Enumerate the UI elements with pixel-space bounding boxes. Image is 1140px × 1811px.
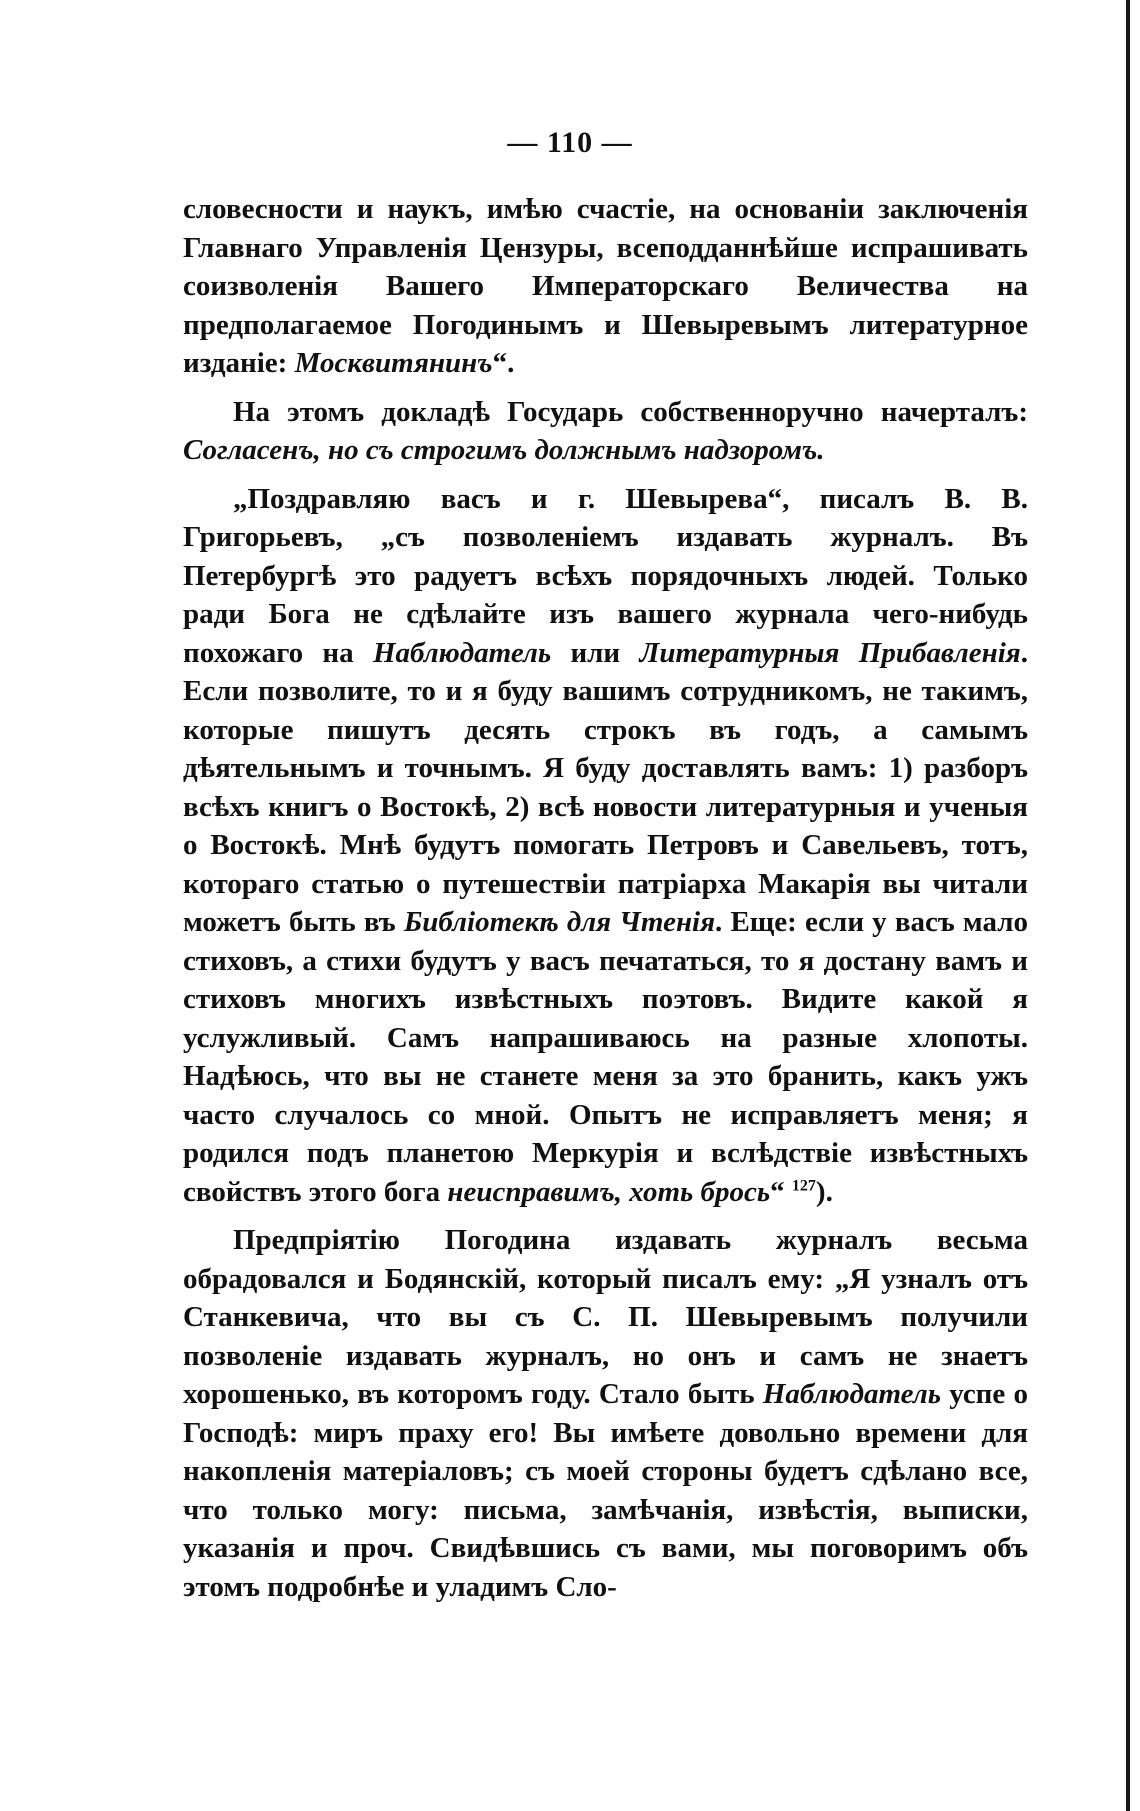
page-number: — 110 — — [507, 126, 633, 159]
italic-title-lit-pribavleniya: Литературныя Прибавленія — [639, 636, 1021, 669]
paragraph-4: Предпріятію Погодина издавать журналъ весьма обрадовался и Бодянскій, который писалъ ему: „Я узналъ отъ Станкевича, что вы съ С. П. Шевыревымъ получили позволеніе издавать журналъ, но онъ и самъ не знаетъ хорошенько, въ которомъ году. Стало быть Наблюдатель успе о Господѣ: миръ праху его! Вы имѣете довольно времени для накопленія матеріаловъ; съ моей стороны будетъ сдѣлано все, что только могу: письма, замѣчанія, извѣстія, выписки, указанія и проч. Свидѣвшись съ вами, мы поговоримъ объ этомъ подробнѣе и уладимъ Сло- — [183, 1224, 1028, 1603]
italic-title-nablyudatel-2: Наблюдатель — [762, 1378, 941, 1410]
italic-resolution: Согласенъ, но съ строгимъ должнымъ надзоромъ. — [183, 434, 825, 466]
italic-title-biblioteka: Библіотекѣ для Чтенія — [403, 906, 716, 938]
page-edge-line — [1126, 0, 1130, 1811]
italic-phrase-neispravim: неисправимъ, хоть брось — [447, 1175, 771, 1208]
paragraph-2: На этомъ докладѣ Государь собственноручно начерталъ: Согласенъ, но съ строгимъ должнымъ надзоромъ. — [183, 395, 1028, 466]
paragraph-3: „Поздравляю васъ и г. Шевырева“, писалъ В. В. Григорьевъ, „съ позволеніемъ издавать журналъ. Въ Петербургѣ это радуетъ всѣхъ порядочныхъ людей. Только ради Бога не сдѣлайте изъ вашего журнала чего-нибудь похожаго на Наблюдатель или Литературныя Прибавленія. Если позволите, то и я буду вашимъ сотрудникомъ, не такимъ, которые пишутъ десять строкъ въ годъ, а самымъ дѣятельнымъ и точнымъ. Я буду доставлять вамъ: 1) разборъ всѣхъ книгъ о Востокѣ, 2) всѣ новости литературныя и ученыя о Востокѣ. Мнѣ будутъ помогать Петровъ и Савельевъ, тотъ, котораго статью о путешествіи патріарха Макарія вы читали можетъ быть въ Библіотекѣ для Чтенія. Еще: если у васъ мало стиховъ, а стихи будутъ у васъ печататься, то я достану вамъ и стиховъ многихъ извѣстныхъ поэтовъ. Видите какой я услужливый. Самъ напрашиваюсь на разные хлопоты. Надѣюсь, что вы не станете меня за это бранить, какъ ужъ часто случалось со мной. Опытъ не исправляетъ меня; я родился подъ планетою Меркурія и вслѣдствіе извѣстныхъ свойствъ этого бога неисправимъ, хоть брось“ $^{127}$). — [183, 482, 1029, 1208]
italic-title-moskvityanin: Москвитянинъ — [294, 347, 493, 379]
page-body — [183, 190, 1028, 1616]
italic-title-nablyudatel: Наблюдатель — [372, 636, 552, 669]
paragraph-1: словесности и наукъ, имѣю счастіе, на основаніи заключенія Главнаго Управленія Цензуры, всеподданнѣйше испрашивать соизволенія Вашего Императорскаго Величества на предполагаемое Погодинымъ и Шевыревымъ литературное изданіе: Москвитянинъ“. — [183, 193, 1028, 379]
footnote-ref-127: 127 — [791, 1176, 816, 1194]
